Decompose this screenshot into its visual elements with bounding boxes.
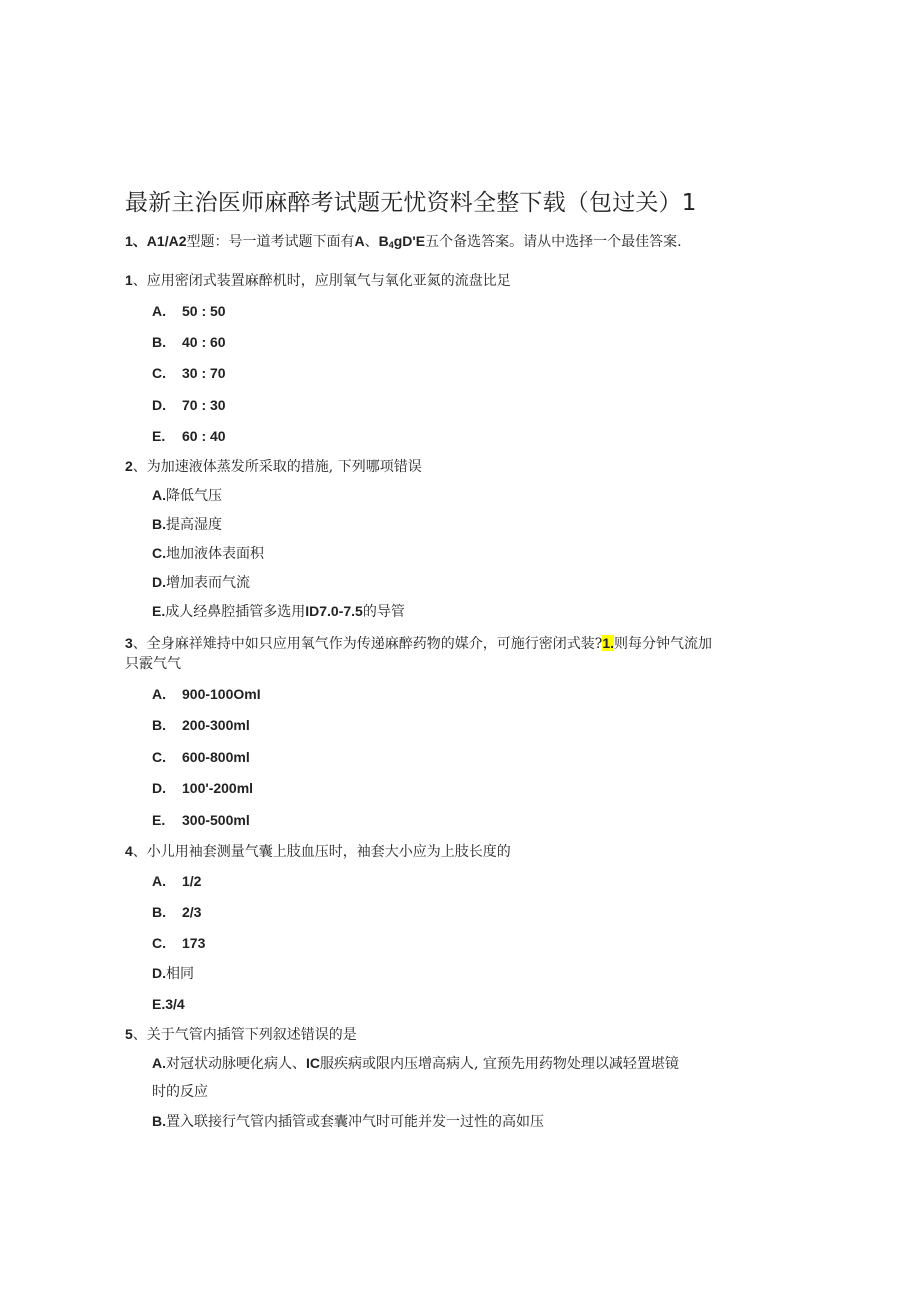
- q2-option-b: B.提高湿度: [152, 516, 222, 533]
- q1-option-e: E. 60 : 40: [152, 428, 226, 444]
- q5-option-b: B.置入联接行气管内插管或套囊冲气时可能并发一过性的高如压: [152, 1113, 544, 1130]
- question-2: 2、为加速液体蒸发所采取的措施, 下列哪项错误: [125, 458, 422, 475]
- q4-option-e: E.3/4: [152, 996, 185, 1012]
- question-3: 3、全身麻祥雉持中如只应用氧气作为传递麻醉药物的媒介，可施行密闭式装?1.则每分钟气流加: [125, 635, 712, 652]
- question-3-line-2: 只霰气气: [125, 656, 181, 672]
- q2-option-d: D.增加表而气流: [152, 574, 250, 591]
- q3-option-b: B. 200-300ml: [152, 717, 250, 733]
- section-instructions: 1、A1/A2型题：号一道考试题下面有A、$B_4gD'E$五个备选答案。请从中选择一个最佳答案.: [125, 233, 682, 250]
- q1-option-a: A. 50 : 50: [152, 303, 226, 319]
- q2-option-a: A.降低气压: [152, 487, 222, 504]
- q3-option-c: C. 600-800ml: [152, 749, 250, 765]
- q1-option-d: D. 70 : 30: [152, 397, 226, 413]
- question-1: 1、应用密闭式装置麻醉机时，应刖氧气与氧化亚氮的流盘比足: [125, 272, 511, 289]
- q3-option-d: D. 100'-200ml: [152, 780, 254, 796]
- q5-option-a: A.对冠状动脉哽化病人、IC服疾病或限内压增高病人, 宜预先用药物处理以减轻置堪镜: [152, 1055, 679, 1072]
- q5-option-a-line-2: 时的反应: [152, 1084, 208, 1100]
- q1-option-b: B. 40 : 60: [152, 334, 226, 350]
- q4-option-d: D.相同: [152, 965, 194, 982]
- q4-option-b: B. 2/3: [152, 904, 202, 920]
- q1-option-c: C. 30 : 70: [152, 365, 226, 381]
- q2-option-e: E.成人经鼻腔插管多选用ID7.0-7.5的导管: [152, 603, 405, 620]
- q2-option-c: C.地加液体表面积: [152, 545, 264, 562]
- q4-option-c: C. 173: [152, 935, 206, 951]
- document-title: 最新主治医师麻醉考试题无忧资料全整下载（包过关）1: [125, 190, 697, 216]
- q3-option-e: E. 300-500ml: [152, 812, 250, 828]
- q3-option-a: A. 900-100OmI: [152, 686, 261, 702]
- question-5: 5、关于气管内插管下列叙述错误的是: [125, 1026, 357, 1043]
- question-4: 4、小儿用袖套测量气囊上肢血压时，袖套大小应为上肢长度的: [125, 843, 511, 860]
- highlighted-text: 1.: [602, 635, 614, 651]
- q4-option-a: A. 1/2: [152, 873, 202, 889]
